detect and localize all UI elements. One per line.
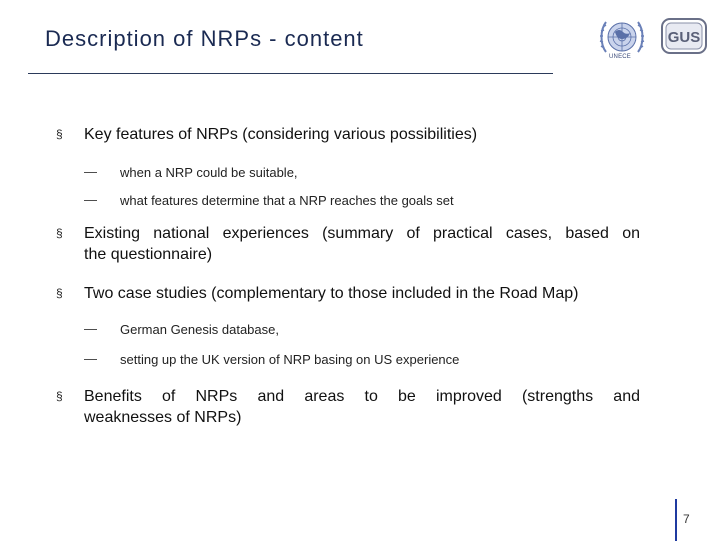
gus-logo (660, 17, 708, 55)
bullet-text: Two case studies (complementary to those included in the Road Map) (84, 285, 579, 302)
title-divider (28, 73, 553, 74)
sub-bullet-marker: — (84, 192, 97, 207)
sub-bullet-text: what features determine that a NRP reaches the goals set (120, 193, 454, 208)
slide-title: Description of NRPs - content (45, 26, 364, 51)
page-number-bar (675, 499, 677, 541)
bullet-text-line: Existing national experiences (summary of practical cases, based on (84, 225, 640, 242)
bullet-text-line: weaknesses of NRPs) (84, 409, 242, 426)
bullet-text-line: the questionnaire) (84, 246, 213, 263)
sub-bullet-marker: — (84, 321, 97, 336)
page-number: 7 (683, 512, 690, 526)
sub-bullet-marker: — (84, 164, 97, 179)
sub-bullet-text: setting up the UK version of NRP basing on US experience (120, 352, 460, 367)
sub-bullet-marker: — (84, 351, 97, 366)
sub-bullet-text: when a NRP could be suitable, (120, 165, 298, 180)
bullet-text (84, 223, 640, 265)
bullet-marker: § (56, 127, 63, 141)
bullet-marker: § (56, 226, 63, 240)
bullet-text: Key features of NRPs (considering various possibilities) (84, 126, 478, 143)
bullet-marker: § (56, 286, 63, 300)
sub-bullet-text: German Genesis database, (120, 322, 279, 337)
gus-logo-text: GUS (667, 29, 701, 46)
bullet-marker: § (56, 389, 63, 403)
bullet-text-line: Benefits of NRPs and areas to be improved (strengths and (84, 388, 640, 405)
unece-caption: UNECE (609, 54, 632, 60)
bullet-text (84, 386, 640, 428)
